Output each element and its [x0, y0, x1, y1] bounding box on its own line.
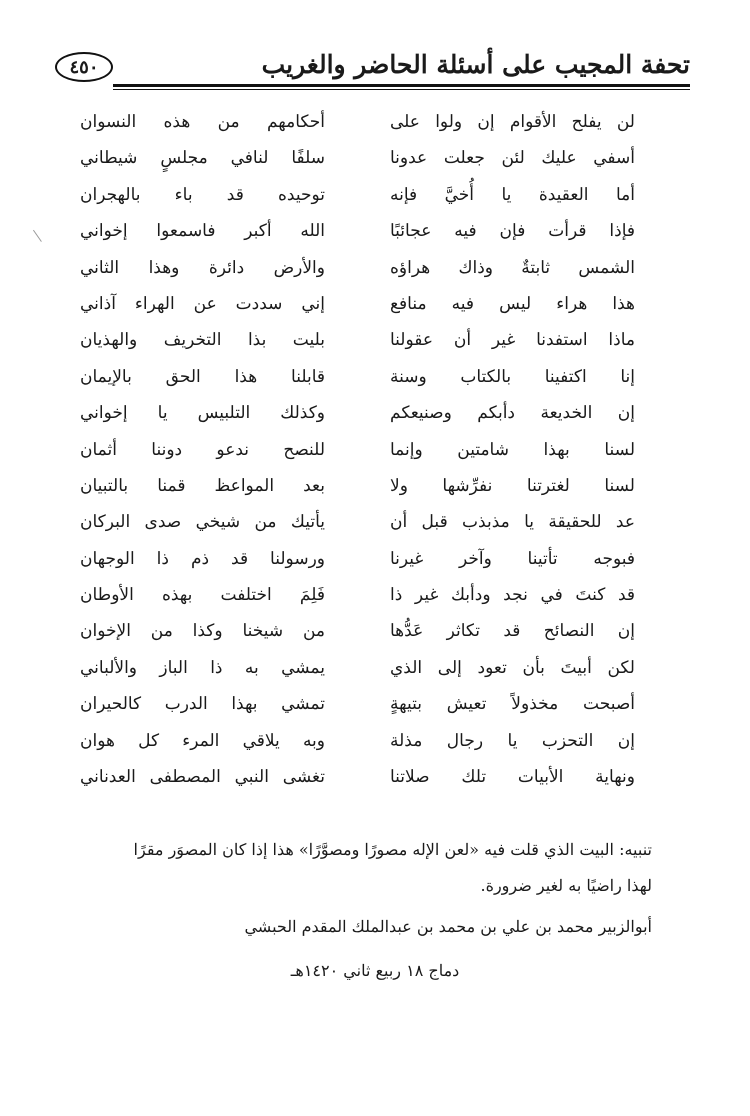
verse-second-hemistich: تغشى النبي المصطفى العدناني [80, 767, 325, 788]
verse [70, 323, 635, 359]
verse-first-hemistich: أسفي عليك لئن جعلت عدونا [390, 148, 635, 169]
verse-first-hemistich: إن الخديعة دأبكم وصنيعكم [390, 403, 635, 424]
verse [70, 178, 635, 214]
verse-first-hemistich: إن النصائح قد تكاثر عَدُّها [390, 621, 635, 642]
verse [70, 724, 635, 760]
margin-mark [33, 224, 50, 242]
verse-second-hemistich: يأتيك من شيخي صدى البركان [80, 512, 325, 533]
verse-first-hemistich: أصبحت مخذولاً تعيش بتيهةٍ [390, 694, 635, 715]
verse-first-hemistich: لسنا لغترتنا نفرِّشها ولا [390, 475, 635, 496]
verse [70, 287, 635, 323]
verse [70, 505, 635, 541]
verse-first-hemistich: لسنا بهذا شامتين وإنما [390, 439, 635, 460]
verse-first-hemistich: لكن أبيتَ بأن تعود إلى الذي [390, 657, 635, 678]
verse-second-hemistich: إني سددت عن الهراء آذاني [80, 293, 325, 314]
verse-second-hemistich: ورسولنا قد ذم ذا الوجهان [80, 548, 325, 569]
verse [70, 360, 635, 396]
verse-first-hemistich: ماذا استفدنا غير أن عقولنا [390, 330, 635, 351]
verse-second-hemistich: يمشي به ذا الباز والألباني [80, 657, 325, 678]
verse-second-hemistich: توحيده قد باء بالهجران [80, 184, 325, 205]
verse-first-hemistich: ونهاية الأبيات تلك صلاتنا [390, 767, 635, 788]
verse-second-hemistich: فَلِمَ اختلفت بهذه الأوطان [80, 585, 325, 606]
verse-second-hemistich: من شيخنا وكذا من الإخوان [80, 621, 325, 642]
verse-second-hemistich: تمشي بهذا الدرب كالحيران [80, 694, 325, 715]
verse-first-hemistich: إن التحزب يا رجال مذلة [390, 730, 635, 751]
verse [70, 578, 635, 614]
verse-second-hemistich: وبه يلاقي المرء كل هوان [80, 730, 325, 751]
place-date-line: دماج ١٨ ربيع ثاني ١٤٢٠هـ [290, 961, 460, 980]
note-line-2: لهذا راضيًا به لغير ضرورة. [480, 876, 652, 895]
verse-second-hemistich: قابلنا هذا الحق بالإيمان [80, 366, 325, 387]
verse-first-hemistich: هذا هراء ليس فيه منافع [390, 293, 635, 314]
header-rule-thick [113, 84, 690, 87]
verse-first-hemistich: الشمس ثابتةٌ وذاك هراؤه [390, 257, 635, 278]
page-number-badge [55, 52, 113, 82]
book-title: تحفة المجيب على أسئلة الحاضر والغريب [261, 50, 690, 79]
verse-second-hemistich: للنصح ندعو دوننا أثمان [80, 439, 325, 460]
page-number: ٤٥٠ [69, 56, 99, 78]
verse-second-hemistich: بليت بذا التخريف والهذيان [80, 330, 325, 351]
verse [70, 469, 635, 505]
note [62, 832, 652, 904]
verse [70, 760, 635, 796]
header-rule-thin [113, 89, 690, 90]
poem [70, 105, 635, 796]
author-signature: أبوالزبير محمد بن علي بن محمد بن عبدالملك المقدم الحبشي [244, 917, 652, 936]
verse [70, 542, 635, 578]
verse [70, 433, 635, 469]
verse [70, 687, 635, 723]
verse-second-hemistich: وكذلك التلبيس يا إخواني [80, 403, 325, 424]
verse [70, 105, 635, 141]
verse-second-hemistich: بعد المواعظ قمنا بالتبيان [80, 475, 325, 496]
verse-first-hemistich: لن يفلح الأقوام إن ولوا على [390, 112, 635, 132]
verse-first-hemistich: قد كنتَ في نجد ودأبك غير ذا [390, 585, 635, 606]
verse [70, 141, 635, 177]
verse [70, 214, 635, 250]
verse-second-hemistich: سلفًا لنافي مجلسٍ شيطاني [80, 148, 325, 169]
verse-second-hemistich: الله أكبر فاسمعوا إخواني [80, 221, 325, 242]
verse-first-hemistich: أما العقيدة يا أُخيَّ فإنه [390, 184, 635, 205]
verse-first-hemistich: فبوجه تأتينا وآخر غيرنا [390, 548, 635, 569]
verse [70, 651, 635, 687]
verse [70, 251, 635, 287]
verse [70, 614, 635, 650]
verse-second-hemistich: أحكامهم من هذه النسوان [80, 112, 325, 132]
page-header [55, 50, 690, 95]
verse-first-hemistich: فإذا قرأت فإن فيه عجائبًا [390, 221, 635, 242]
verse [70, 396, 635, 432]
note-line-1: تنبيه: البيت الذي قلت فيه «لعن الإله مصورًا ومصوَّرًا» هذا إذا كان المصوَر مقرًا [133, 840, 652, 859]
verse-second-hemistich: والأرض دائرة وهذا الثاني [80, 257, 325, 278]
verse-first-hemistich: عد للحقيقة يا مذبذب قبل أن [390, 512, 635, 533]
verse-first-hemistich: إنا اكتفينا بالكتاب وسنة [390, 366, 635, 387]
